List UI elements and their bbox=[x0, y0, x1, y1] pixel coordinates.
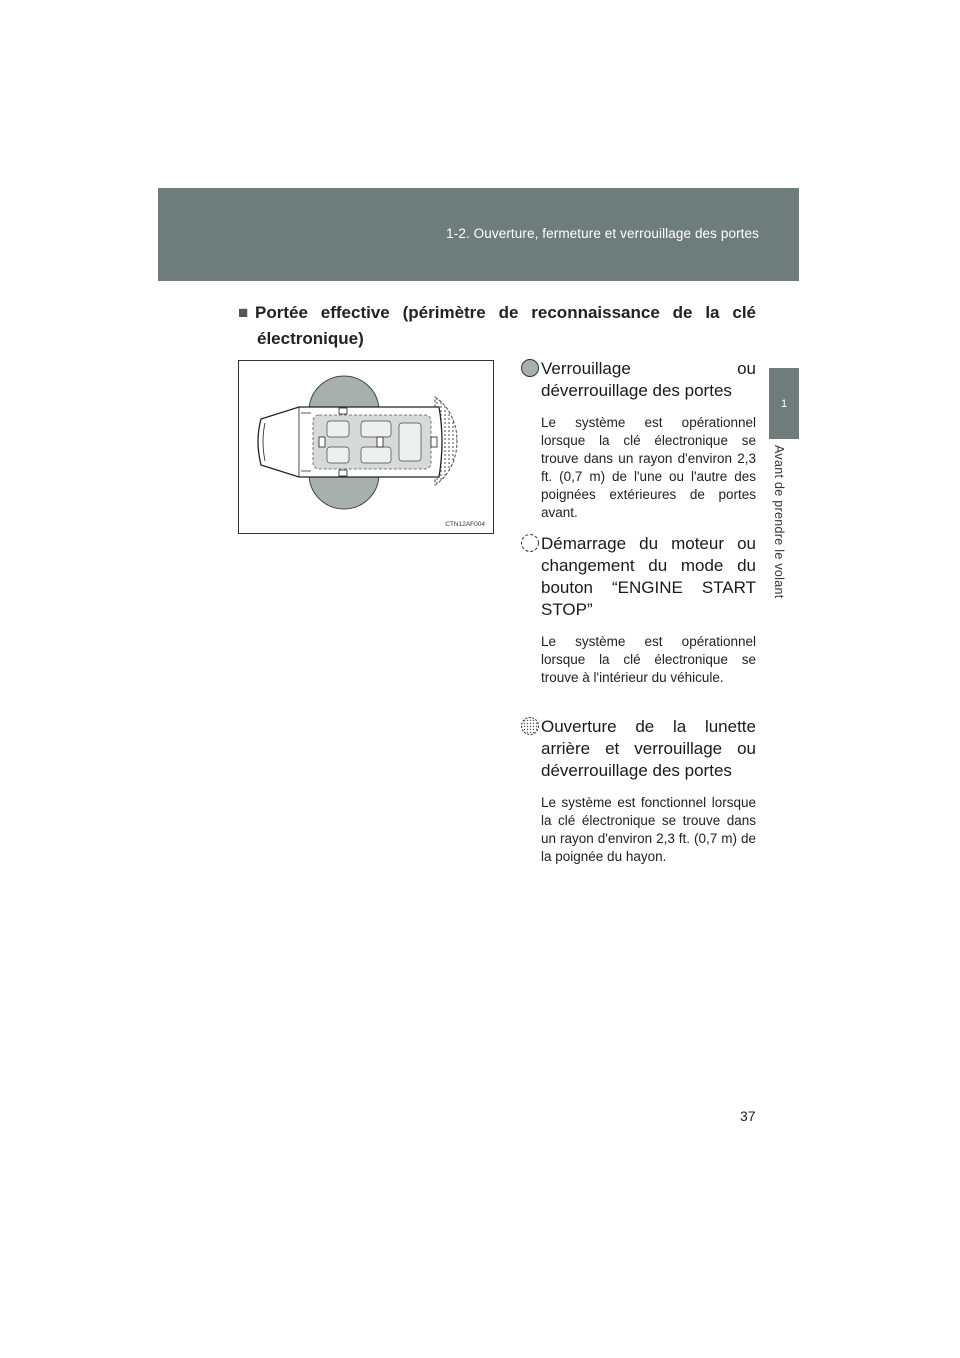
page-number: 37 bbox=[740, 1108, 756, 1124]
figure-code: CTN12AF004 bbox=[445, 521, 485, 528]
legend-item-door-lock bbox=[520, 358, 756, 522]
chapter-tab bbox=[769, 368, 799, 439]
section-heading-line1 bbox=[238, 300, 756, 326]
legend-title-line2: déverrouillage des portes bbox=[541, 381, 732, 400]
legend-title: Ouverture de la lunette arrière et verrouillage ou déverrouillage des portes bbox=[541, 717, 756, 780]
legend-description: Le système est fonctionnel lorsque la clé électronique se trouve dans un rayon d'environ 2,3 ft. (0,7 m) de la poignée du hayon. bbox=[541, 795, 756, 864]
legend-description: Le système est opérationnel lorsque la clé électronique se trouve à l'intérieur du véhicule. bbox=[541, 634, 756, 685]
dotted-circle-icon bbox=[520, 716, 540, 736]
legend-item-engine-start bbox=[520, 533, 756, 687]
heading-word-6: de bbox=[672, 303, 693, 322]
heading-word-1: ■ Portée bbox=[238, 303, 308, 322]
heading-word-5: reconnaissance bbox=[531, 303, 660, 322]
left-door-zone bbox=[309, 376, 379, 411]
heading-word-3: (périmètre bbox=[402, 303, 486, 322]
heading-word-4: de bbox=[498, 303, 519, 322]
heading-word-8: clé bbox=[732, 303, 756, 322]
vehicle-range-diagram bbox=[238, 360, 494, 534]
section-heading bbox=[238, 300, 756, 352]
right-door-zone bbox=[309, 474, 379, 509]
solid-circle-icon bbox=[520, 358, 540, 378]
dashed-circle-icon bbox=[520, 533, 540, 553]
vehicle-top-view-illustration bbox=[239, 361, 493, 533]
legend-title: Démarrage du moteur ou changement du mode du bouton “ENGINE START STOP” bbox=[541, 534, 756, 619]
chapter-title: 1-2. Ouverture, fermeture et verrouillage des portes bbox=[446, 226, 759, 241]
heading-word-2: effective bbox=[320, 303, 390, 322]
heading-word-7: la bbox=[705, 303, 720, 322]
chapter-header-bar bbox=[158, 188, 799, 281]
legend-title-line1: Verrouillage ou bbox=[541, 359, 756, 378]
legend-description: Le système est opérationnel lorsque la clé électronique se trouve dans un rayon d'environ 2,3 ft. (0,7 m) de l'une ou l'autre des poignées extérieures de portes avant. bbox=[541, 415, 756, 520]
chapter-tab-number: 1 bbox=[780, 398, 788, 410]
section-heading-line2: électronique) bbox=[257, 329, 364, 348]
square-bullet-icon: ■ bbox=[238, 303, 249, 322]
chapter-side-label: Avant de prendre le volant bbox=[772, 445, 786, 599]
legend-item-rear-hatch bbox=[520, 716, 756, 866]
